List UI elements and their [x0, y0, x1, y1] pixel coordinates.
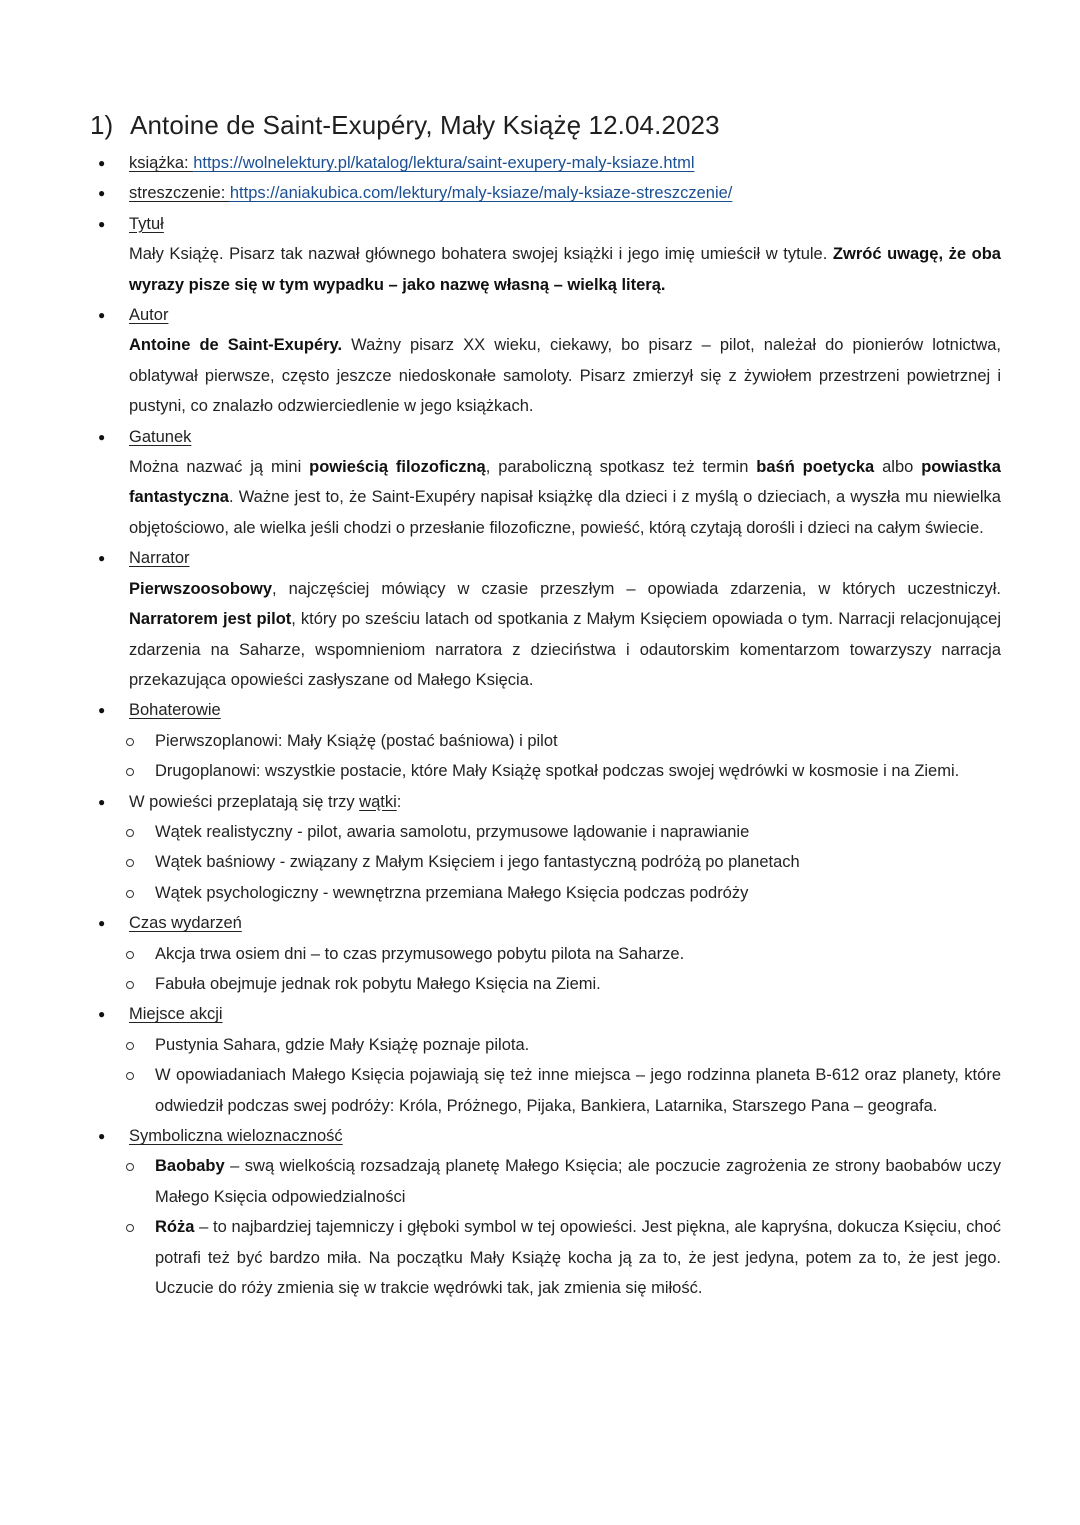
gatunek-text: Można nazwać ją mini	[129, 458, 310, 477]
circle-bullet-icon	[126, 1163, 134, 1171]
list-item	[155, 1212, 1001, 1303]
bullet-icon: ●	[98, 308, 106, 323]
link-book-label: książka:	[129, 154, 194, 172]
link-book	[98, 148, 1001, 178]
bullet-icon: ●	[98, 916, 106, 931]
heading-czas: Czas wydarzeń	[129, 914, 242, 933]
title-text: Antoine de Saint-Exupéry, Mały Książę 12.04.2023	[130, 110, 720, 140]
link-summary-url[interactable]: https://aniakubica.com/lektury/maly-ksiaze/maly-ksiaze-streszczenie/	[229, 184, 733, 203]
list-item-text: W opowiadaniach Małego Księcia pojawiają się też inne miejsca – jego rodzinna planeta B-612 oraz planety, które odwiedził podczas swej podróży: Króla, Próżnego, Pijaka, Bankiera, Latarnika, Starszego Pana – geografa.	[155, 1066, 1001, 1115]
list-item	[155, 1151, 1001, 1212]
list-item	[155, 1060, 1001, 1121]
heading-symbolika: Symboliczna wieloznaczność	[129, 1127, 343, 1145]
list-item	[155, 817, 1001, 847]
list-item	[155, 878, 1001, 908]
list-item	[155, 756, 1001, 786]
section-czas	[98, 908, 1001, 938]
section-bohaterowie	[98, 695, 1001, 725]
watki-suffix: :	[396, 792, 402, 811]
watki-prefix: W powieści przeplatają się trzy	[129, 792, 360, 811]
bullet-icon: ●	[98, 216, 106, 231]
list-item-text: Pustynia Sahara, gdzie Mały Książę poznaje pilota.	[155, 1035, 530, 1054]
symbol-description: – swą wielkością rozsadzają planetę Małego Księcia; ale poczucie zagrożenia ze strony baobabów uczy Małego Księcia odpowiedzialności	[155, 1157, 1001, 1206]
section-symbolika	[98, 1121, 1001, 1151]
bullet-icon: ●	[98, 703, 106, 718]
notes-content	[98, 148, 1002, 1303]
bullet-icon: ●	[98, 794, 106, 809]
tytul-text: Mały Książę. Pisarz tak nazwał głównego bohatera swojej książki i jego imię umieścił w tytule.	[129, 245, 833, 264]
autor-paragraph	[129, 330, 1001, 421]
section-narrator	[98, 543, 1001, 573]
circle-bullet-icon	[126, 859, 134, 867]
bullet-icon: ●	[98, 1007, 106, 1022]
list-item-text: Wątek baśniowy - związany z Małym Księciem i jego fantastyczną podróżą po planetach	[155, 853, 800, 872]
circle-bullet-icon	[126, 1042, 134, 1050]
list-item-text: Wątek psychologiczny - wewnętrzna przemiana Małego Księcia podczas podróży	[155, 883, 749, 902]
list-item-text: Wątek realistyczny - pilot, awaria samolotu, przymusowe lądowanie i naprawianie	[155, 822, 750, 841]
heading-tytul: Tytuł	[129, 214, 164, 233]
section-tytul	[98, 209, 1001, 239]
list-item	[155, 1030, 1001, 1060]
gatunek-bold: baśń poetycka	[756, 458, 875, 477]
section-miejsce	[98, 999, 1001, 1029]
section-watki	[98, 787, 1001, 817]
symbol-name: Baobaby	[155, 1157, 225, 1176]
list-item	[155, 726, 1001, 756]
circle-bullet-icon	[126, 768, 134, 776]
list-item	[155, 847, 1001, 877]
bullet-icon: ●	[98, 186, 106, 201]
circle-bullet-icon	[126, 1224, 134, 1232]
narrator-text: , który po sześciu latach od spotkania z Małym Księciem opowiada o tym. Narracji relacjonującej zdarzenia na Saharze, wspomnieniom narratora z dzieciństwa i odautorskim komentarzom towarzyszy narracja przekazująca opowieści zasłyszane od Małego Księcia.	[129, 610, 1001, 689]
autor-text: Ważny pisarz XX wieku, ciekawy, bo pisarz – pilot, należał do pionierów lotnictwa, oblatywał pierwsze, często jeszcze niedoskonałe samoloty. Pisarz zmierzył się z żywiołem przestrzeni powietrznej i pustyni, co znalazło odzwierciedlenie w jego książkach.	[129, 336, 1002, 416]
list-item-text: Fabuła obejmuje jednak rok pobytu Małego Księcia na Ziemi.	[155, 974, 601, 993]
gatunek-bold: powieścią filozoficzną	[309, 458, 486, 477]
tytul-paragraph	[129, 239, 1001, 300]
heading-miejsce: Miejsce akcji	[129, 1005, 223, 1024]
list-item-text: Pierwszoplanowi: Mały Książę (postać baśniowa) i pilot	[155, 731, 558, 750]
gatunek-text: albo	[874, 458, 922, 477]
symbol-description: – to najbardziej tajemniczy i głęboki symbol w tej opowieści. Jest piękna, ale kapryśna, dokucza Księciu, choć potrafi też być bardzo miła. Na początku Mały Książę kocha ją za to, że jest jedyna, potem za to, że jest jego. Uczucie do róży zmienia się w trakcie wędrówki tak, jak zmienia się miłość.	[155, 1218, 1001, 1298]
heading-bohaterowie: Bohaterowie	[129, 701, 221, 720]
list-item	[155, 939, 1001, 969]
circle-bullet-icon	[126, 738, 134, 746]
page-title	[90, 110, 720, 141]
link-book-url[interactable]: https://wolnelektury.pl/katalog/lektura/saint-exupery-maly-ksiaze.html	[193, 154, 695, 172]
circle-bullet-icon	[126, 951, 134, 959]
narrator-text: , najczęściej mówiący w czasie przeszłym – opowiada zdarzenia, w których uczestniczył.	[272, 579, 1001, 598]
list-item	[155, 969, 1001, 999]
circle-bullet-icon	[126, 1072, 134, 1080]
gatunek-paragraph	[129, 452, 1001, 543]
list-item-text: Akcja trwa osiem dni – to czas przymusowego pobytu pilota na Saharze.	[155, 944, 685, 963]
symbol-name: Róża	[155, 1218, 195, 1237]
watki-word: wątki	[359, 792, 397, 811]
bullet-icon: ●	[98, 551, 106, 566]
gatunek-text: , paraboliczną spotkasz też termin	[485, 458, 757, 477]
narrator-paragraph	[129, 574, 1001, 696]
link-summary	[98, 178, 1001, 208]
narrator-bold: Pierwszoosobowy	[129, 579, 273, 598]
bullet-icon: ●	[98, 429, 106, 444]
section-autor	[98, 300, 1001, 330]
heading-autor: Autor	[129, 306, 169, 325]
heading-gatunek: Gatunek	[129, 427, 192, 446]
tytul-bold: Zwróć uwagę, że oba wyrazy pisze się w tym wypadku – jako nazwę własną – wielką literą.	[129, 245, 1001, 294]
title-number: 1)	[90, 110, 114, 140]
heading-narrator: Narrator	[129, 549, 190, 568]
autor-bold: Antoine de Saint-Exupéry.	[129, 336, 343, 355]
circle-bullet-icon	[126, 890, 134, 898]
circle-bullet-icon	[126, 829, 134, 837]
gatunek-text: . Ważne jest to, że Saint-Exupéry napisał książkę dla dzieci i z myślą o dzieciach, a wyszła mu niewielka objętościowo, ale wielka jeśli chodzi o przesłanie filozoficzne, powieść, którą czytają dorośli i dzieci na całym świecie.	[129, 488, 1001, 537]
gatunek-bold: powiastka fantastyczna	[129, 458, 1001, 507]
bullet-icon: ●	[98, 1129, 106, 1143]
bullet-icon: ●	[98, 156, 106, 170]
link-summary-label: streszczenie:	[129, 184, 230, 203]
narrator-bold: Narratorem jest pilot	[129, 610, 292, 629]
section-gatunek	[98, 422, 1001, 452]
circle-bullet-icon	[126, 981, 134, 989]
list-item-text: Drugoplanowi: wszystkie postacie, które Mały Książę spotkał podczas swojej wędrówki w kosmosie i na Ziemi.	[155, 762, 960, 781]
